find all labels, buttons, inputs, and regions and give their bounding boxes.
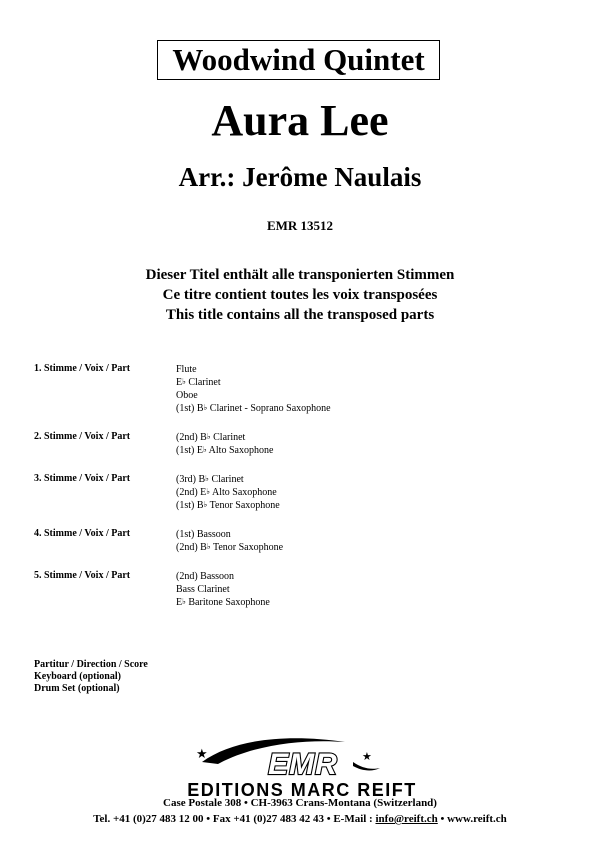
note-german: Dieser Titel enthält alle transponierten Stimmen xyxy=(145,267,455,283)
flat-sign: ♭ xyxy=(206,432,211,441)
instrument-item xyxy=(176,499,280,512)
instrument-item xyxy=(176,570,270,583)
instrument-prefix: Bass Clarinet xyxy=(176,584,230,595)
publisher-logo xyxy=(140,736,465,798)
star-icon: ★ xyxy=(196,747,208,762)
flat-sign: ♭ xyxy=(206,542,211,551)
instrument-list xyxy=(176,570,270,609)
instrument-prefix: (2nd) E xyxy=(176,487,207,498)
instrument-list xyxy=(176,363,331,415)
instrument-text: Tenor Saxophone xyxy=(210,542,284,553)
instrument-item xyxy=(176,363,331,376)
instrument-item xyxy=(176,486,280,499)
contact-phone-fax: Tel. +41 (0)27 483 12 00 • Fax +41 (0)27 483 42 43 • E-Mail : xyxy=(93,813,376,825)
piece-title: Aura Lee xyxy=(211,96,389,145)
star-icon: ★ xyxy=(362,750,372,763)
email-link[interactable]: info@reift.ch xyxy=(375,813,438,825)
instrument-item xyxy=(176,402,331,415)
extra-keyboard: Keyboard (optional) xyxy=(34,671,121,682)
instrument-text: Clarinet xyxy=(208,474,244,485)
part-label: 1. Stimme / Voix / Part xyxy=(34,363,131,374)
catalog-number: EMR 13512 xyxy=(266,218,334,233)
flat-sign: ♭ xyxy=(182,377,186,386)
flat-sign: ♭ xyxy=(182,597,186,606)
arranger-line: Arr.: Jerôme Naulais xyxy=(178,162,422,192)
flat-sign: ♭ xyxy=(205,474,209,483)
part-row xyxy=(34,528,574,554)
instrument-list xyxy=(176,431,273,457)
instrument-text: Baritone Saxophone xyxy=(185,597,270,608)
instrument-item xyxy=(176,444,273,457)
transposition-notes xyxy=(0,265,600,325)
part-row xyxy=(34,363,574,415)
instrument-list xyxy=(176,473,280,512)
instrument-prefix: (1st) Bassoon xyxy=(176,529,231,540)
instrument-prefix: (1st) B xyxy=(176,500,204,511)
instrument-prefix: (2nd) B xyxy=(176,432,207,443)
extra-drums: Drum Set (optional) xyxy=(34,683,120,694)
instrument-text: Alto Saxophone xyxy=(210,487,277,498)
ensemble-title: Woodwind Quintet xyxy=(157,40,440,80)
instrument-item xyxy=(176,528,283,541)
extra-score: Partitur / Direction / Score xyxy=(34,659,148,670)
contact-website: • www.reift.ch xyxy=(437,813,507,825)
instrument-text: Clarinet xyxy=(185,377,221,388)
part-label: 2. Stimme / Voix / Part xyxy=(34,431,131,442)
swoosh-tail xyxy=(353,762,380,770)
instrument-item xyxy=(176,389,331,402)
flat-sign: ♭ xyxy=(203,403,208,412)
logo-lettering: EMR xyxy=(268,748,338,781)
part-row xyxy=(34,431,574,457)
instrument-prefix: E xyxy=(176,597,183,608)
flat-sign: ♭ xyxy=(202,445,207,454)
instrument-text: Clarinet xyxy=(210,432,246,443)
instrument-prefix: (3rd) B xyxy=(176,474,206,485)
instrument-prefix: E xyxy=(176,377,183,388)
instrument-prefix: (2nd) B xyxy=(176,542,207,553)
instrument-text: Flute xyxy=(176,364,197,375)
instrument-text: Alto Saxophone xyxy=(206,445,274,456)
instrument-item xyxy=(176,376,331,389)
instrument-list xyxy=(176,528,283,554)
instrument-text: Tenor Saxophone xyxy=(207,500,280,511)
note-english: This title contains all the transposed parts xyxy=(165,307,435,323)
extra-parts xyxy=(34,659,148,695)
instrument-item xyxy=(176,583,270,596)
instrument-prefix: (1st) B xyxy=(176,403,204,414)
parts-list xyxy=(34,363,574,625)
publisher-name: EDITIONS MARC REIFT xyxy=(187,780,417,798)
note-french: Ce titre contient toutes les voix transposées xyxy=(162,287,438,303)
instrument-item xyxy=(176,473,280,486)
instrument-item xyxy=(176,596,270,609)
instrument-text: Clarinet - Soprano Saxophone xyxy=(207,403,331,414)
flat-sign: ♭ xyxy=(203,500,208,509)
part-row xyxy=(34,570,574,609)
part-row xyxy=(34,473,574,512)
instrument-item xyxy=(176,541,283,554)
instrument-prefix: (1st) E xyxy=(176,445,203,456)
flat-sign: ♭ xyxy=(206,487,211,496)
part-label: 3. Stimme / Voix / Part xyxy=(34,473,131,484)
instrument-item xyxy=(176,431,273,444)
publisher-address: Case Postale 308 • CH-3963 Crans-Montana (Switzerland) xyxy=(163,797,437,809)
part-label: 5. Stimme / Voix / Part xyxy=(34,570,131,581)
instrument-prefix: (2nd) Bassoon xyxy=(176,571,235,582)
instrument-text: Oboe xyxy=(176,390,198,401)
part-label: 4. Stimme / Voix / Part xyxy=(34,528,131,539)
publisher-contact xyxy=(0,813,600,826)
